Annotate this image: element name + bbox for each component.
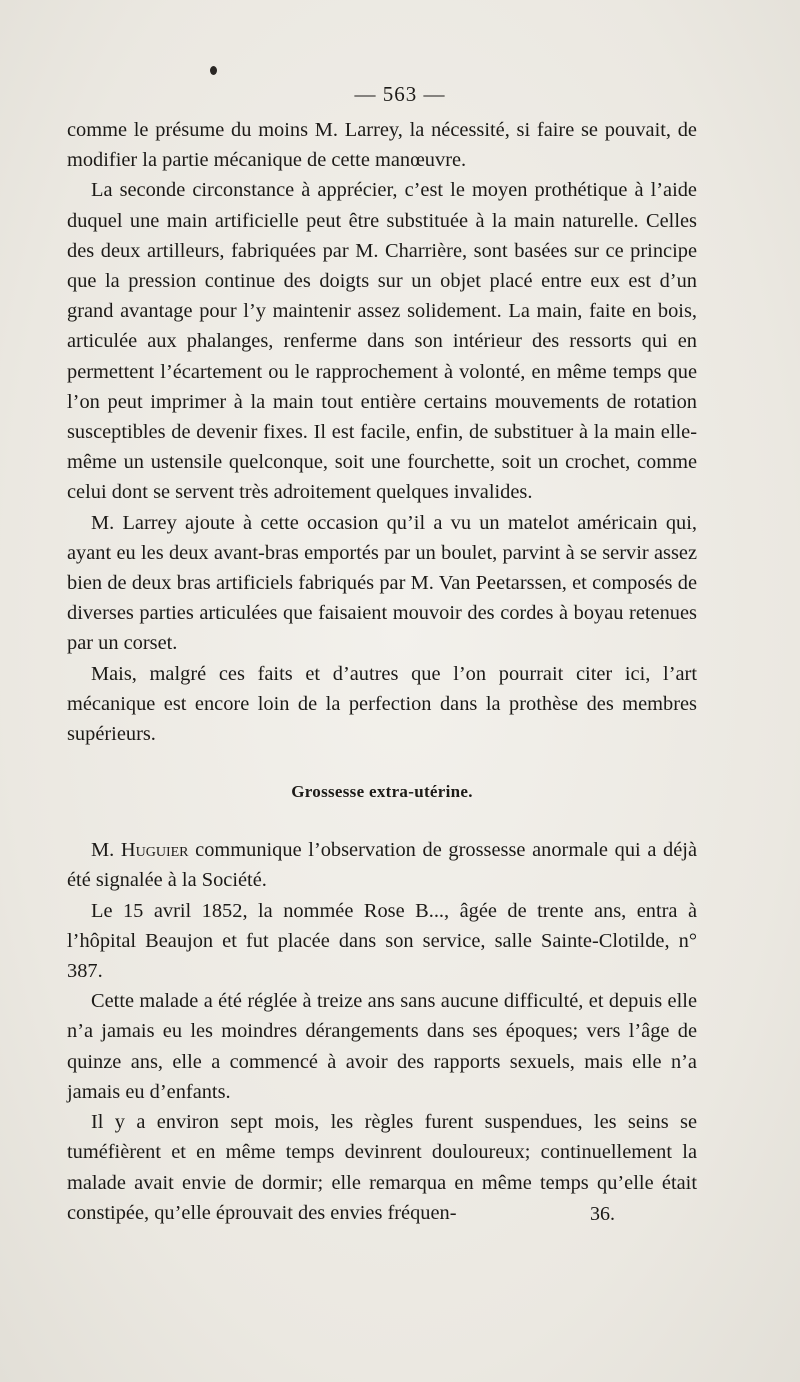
paragraph-american-sailor: M. Larrey ajoute à cette occasion qu’il a vu un matelot américain qui, ayant eu les deux avant-bras emportés par un boulet, parvint à se servir assez bien de deux bras artificiels fabriqués par M. Van Peetarssen, et composés de diverses parties articulées que faisaient mouvoir des cordes à boyau retenues par un corset. xyxy=(67,511,697,655)
paragraph-conclusion: Mais, malgré ces faits et d’autres que l’on pourrait citer ici, l’art mécanique est encore loin de la perfection dans la prothèse des membres supérieurs. xyxy=(67,662,697,746)
author-name: Huguier xyxy=(120,839,189,862)
section-heading: Grossesse extra-utérine. xyxy=(291,782,473,802)
paragraph-patient-history: Cette malade a été réglée à treize ans sans aucune difficulté, et depuis elle n’a jamais eu les moindres dérangements dans ses époques; vers l’âge de quinze ans, elle a commencé à avoir des rapports sexuels, mais elle n’a jamais eu d’enfants. xyxy=(67,990,697,1103)
paragraph-huguier-intro xyxy=(67,835,697,895)
paragraph-symptoms: Il y a environ sept mois, les règles furent suspendues, les seins se tuméfièrent et en même temps devinrent douloureux; continuellement la malade avait envie de dormir; elle remarqua en même temps qu’elle était constipée, qu’elle éprouvait des envies fréquen- xyxy=(67,1111,697,1224)
page-number: — 563 — xyxy=(354,82,446,106)
signature-mark: 36. xyxy=(590,1203,615,1225)
intro-rest: communique l’observation de grossesse anormale qui a déjà été signalée à la Société. xyxy=(67,839,697,892)
paragraph-prosthetic-hand: La seconde circonstance à apprécier, c’est le moyen prothétique à l’aide duquel une main artificielle peut être substituée à la main naturelle. Celles des deux artilleurs, fabriquées par M. Charrière, sont basées sur ce principe que la pression continue des doigts sur un objet placé entre eux est d’un grand avantage pour l’y maintenir assez solidement. La main, faite en bois, articulée aux phalanges, renferme dans son intérieur des ressorts qui en permettent l’écartement ou le rapprochement à volonté, en même temps que l’on peut imprimer à la main tout entière certains mouvements de rotation susceptibles de devenir fixes. Il est facile, enfin, de substituer à la main elle-même un ustensile quelconque, soit une fourchette, soit un crochet, comme celui dont se servent très adroitement quelques invalides. xyxy=(67,179,697,504)
paragraph-continuation: comme le présume du moins M. Larrey, la nécessité, si faire se pouvait, de modifier la partie mécanique de cette manœuvre. xyxy=(67,119,697,172)
page-body-text xyxy=(67,115,697,1228)
intro-prefix: M. xyxy=(91,839,121,862)
printer-dot-mark xyxy=(210,66,217,75)
paragraph-patient-admission: Le 15 avril 1852, la nommée Rose B..., âgée de trente ans, entra à l’hôpital Beaujon et fut placée dans son service, salle Sainte-Clotilde, n° 387. xyxy=(67,899,697,983)
